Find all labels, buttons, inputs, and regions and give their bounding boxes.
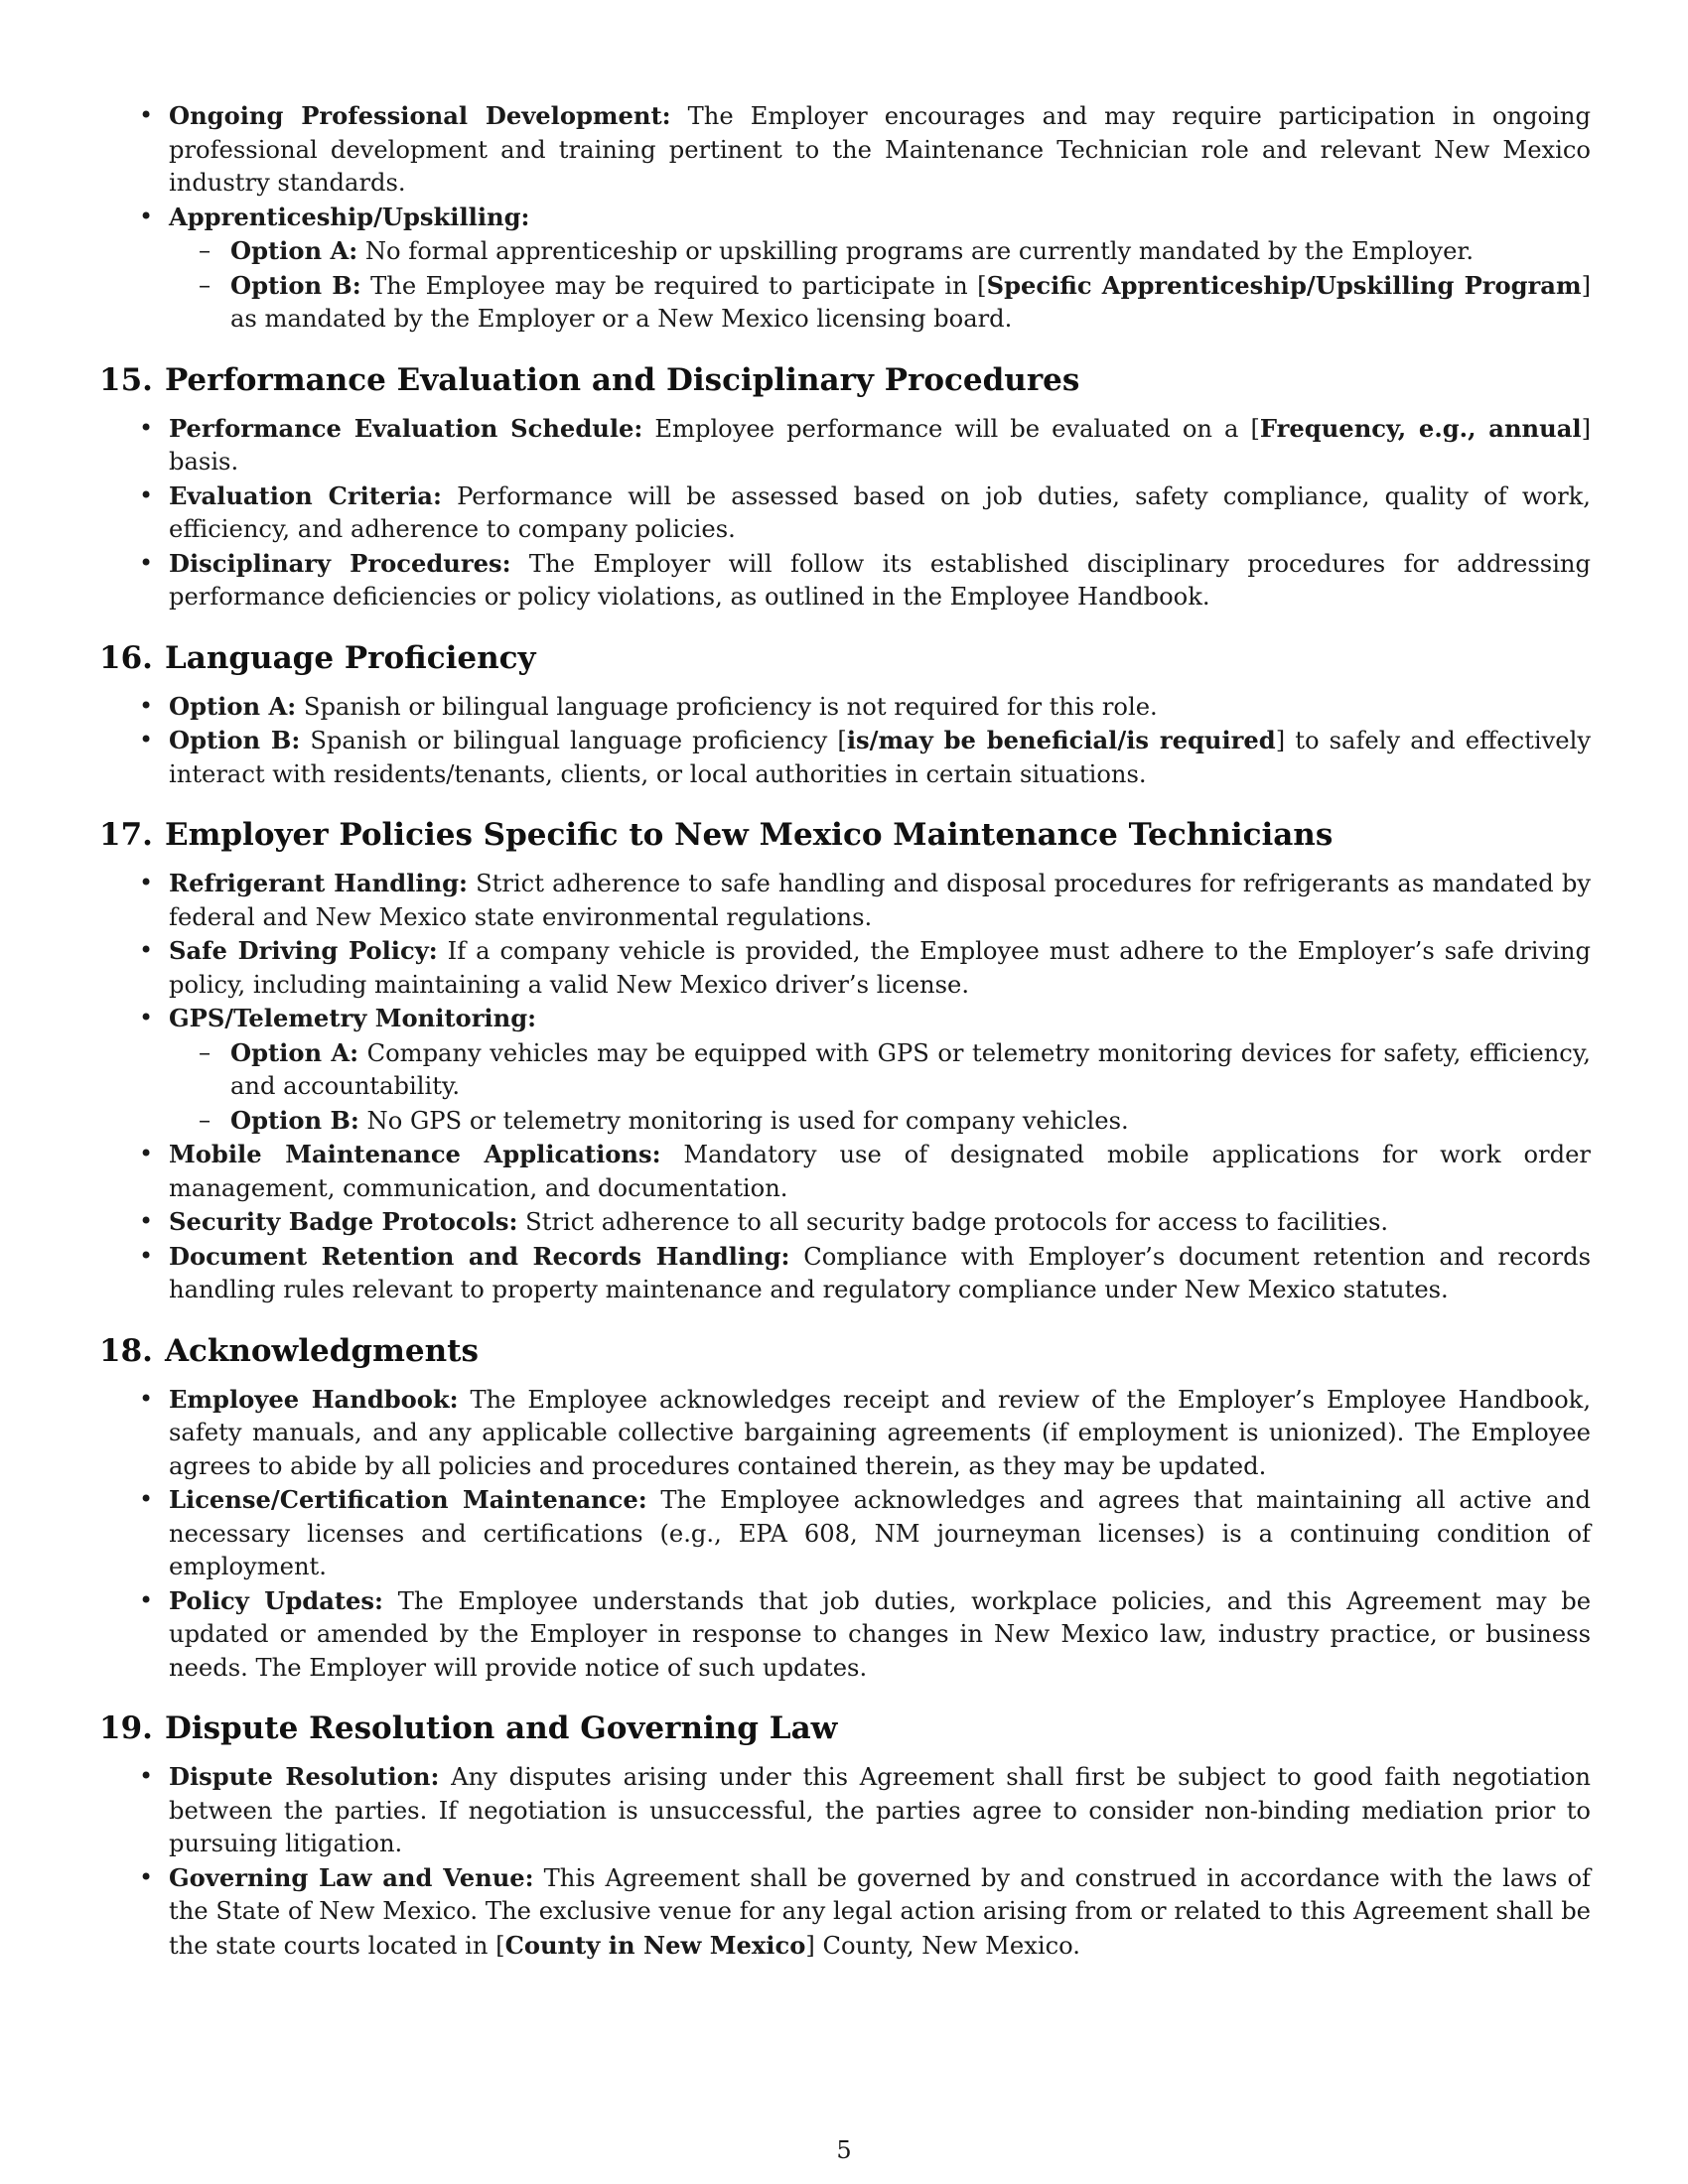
list-item-evaluation-criteria [99,479,1591,547]
list-item-mobile-apps [99,1138,1591,1205]
section-heading [99,360,1591,400]
item-label: Option B: [169,726,301,754]
item-text: Spanish or bilingual language proficiency [ [300,727,847,754]
item-text: The Employer encourages and may require participation in ongoing professional development and training pertinent to the Maintenance Technician role and relevant New Mexico industry standards. [169,102,1591,197]
section-title: Language Proficiency [164,639,536,676]
sub-list [169,1036,1591,1139]
section-number: 18. [99,1332,153,1369]
item-label: Option A: [169,691,297,721]
list-item-gps-monitoring [99,1002,1591,1138]
item-text: The Employee understands that job duties, workplace policies, and this Agreement may be updated or amended by the Employer in response to changes in New Mexico law, industry practice, or business needs. The Employer will provide notice of such updates. [169,1586,1592,1682]
list-item-policy-updates [99,1584,1591,1686]
section-16 [99,638,1591,792]
item-label: Document Retention and Records Handling: [169,1241,790,1271]
item-label: Employee Handbook: [169,1384,459,1414]
section-19 [99,1708,1591,1963]
item-label: License/Certification Maintenance: [169,1485,647,1514]
section-title: Performance Evaluation and Disciplinary Procedures [164,361,1080,398]
list-item-license-maintenance [99,1483,1591,1584]
item-text: If a company vehicle is provided, the Employee must adhere to the Employer’s safe driving policy, including maintaining a valid New Mexico driver’s license. [169,937,1591,999]
option-text: No GPS or telemetry monitoring is used for company vehicles. [358,1106,1129,1135]
item-text-end: ] County, New Mexico. [805,1931,1080,1960]
section-heading [99,1708,1591,1748]
sub-item-option-b [169,269,1591,337]
item-text-end: ] to safely and effectively interact with residents/tenants, clients, or local authorities in certain situations. [169,727,1591,788]
sub-list [169,234,1591,337]
section-15 [99,360,1591,614]
item-text: Mandatory use of designated mobile applications for work order management, communication, and documentation. [169,1141,1591,1202]
option-label: Option A: [230,236,358,265]
item-text: The Employee acknowledges receipt and review of the Employer’s Employee Handbook, safety manuals, and any applicable collective bargaining agreements (if employment is unionized). The Employee agrees to abide by all policies and procedures contained therein, as they may be updated. [169,1385,1592,1480]
item-label: Refrigerant Handling: [169,869,468,897]
bullet-list [99,1760,1591,1963]
section-title: Acknowledgments [164,1332,479,1369]
option-label: Option B: [230,270,361,300]
bullet-list [99,412,1591,614]
list-item-governing-law [99,1861,1591,1964]
section-number: 16. [99,639,153,676]
section-heading [99,638,1591,678]
option-text: Company vehicles may be equipped with GPS or telemetry monitoring devices for safety, efficiency, and accountability. [230,1038,1591,1100]
list-item-security-badge [99,1205,1591,1240]
item-label: Governing Law and Venue: [169,1862,534,1892]
item-text: The Employee acknowledges and agrees that maintaining all active and necessary licenses and certifications (e.g., EPA 608, NM journeyman licenses) is a continuing condition of employment. [169,1486,1591,1580]
list-item-evaluation-schedule [99,412,1591,479]
sub-item-option-b [169,1104,1591,1139]
item-text: Any disputes arising under this Agreement shall first be subject to good faith negotiation between the parties. If negotiation is unsuccessful, the parties agree to consider non-binding mediation prior to pursuing litigation. [169,1763,1591,1857]
list-item-apprenticeship [99,201,1591,337]
item-text: Performance will be assessed based on job duties, safety compliance, quality of work, efficiency, and adherence to company policies. [169,481,1591,543]
section-title: Employer Policies Specific to New Mexico Maintenance Technicians [164,817,1334,853]
section-heading [99,815,1591,855]
item-label: Performance Evaluation Schedule: [169,413,643,443]
bullet-list [99,867,1591,1307]
bullet-list [99,99,1591,337]
fill-in-blank: is/may be beneficial/is required [846,726,1276,754]
item-label: Apprenticeship/Upskilling: [169,202,530,231]
item-text: Employee performance will be evaluated on a [ [642,414,1260,443]
option-label: Option B: [230,1105,359,1135]
item-text-end: ] basis. [169,414,1591,476]
page-number: 5 [836,2136,852,2164]
section-17 [99,815,1591,1307]
item-label: Dispute Resolution: [169,1762,440,1791]
item-label: Security Badge Protocols: [169,1207,518,1236]
fill-in-blank: Frequency, e.g., annual [1259,413,1582,443]
document-page [99,99,1591,1963]
item-label: Mobile Maintenance Applications: [169,1140,661,1168]
list-item-disciplinary-procedures [99,547,1591,614]
list-item-option-a [99,690,1591,725]
option-text: No formal apprenticeship or upskilling programs are currently mandated by the Employer. [357,237,1475,265]
section-number: 17. [99,817,153,853]
section-heading [99,1331,1591,1371]
item-text: Strict adherence to all security badge protocols for access to facilities. [517,1208,1389,1236]
item-label: Ongoing Professional Development: [169,101,671,130]
item-text: This Agreement shall be governed by and construed in accordance with the laws of the State of New Mexico. The exclusive venue for any legal action arising from or related to this Agreement shall be the state courts located in [ [169,1863,1591,1960]
option-label: Option A: [230,1037,359,1067]
item-text: Strict adherence to safe handling and disposal procedures for refrigerants as mandated by federal and New Mexico state environmental regulations. [169,870,1591,931]
list-item-refrigerant-handling [99,867,1591,934]
list-item-safe-driving [99,934,1591,1002]
list-item-employee-handbook [99,1383,1591,1484]
section-14-continued [99,99,1591,337]
section-number: 19. [99,1710,153,1746]
bullet-list [99,1383,1591,1686]
item-label: Safe Driving Policy: [169,936,438,965]
list-item-dispute-resolution [99,1760,1591,1861]
item-text: Spanish or bilingual language proficiency is not required for this role. [296,692,1158,721]
item-label: Evaluation Criteria: [169,480,442,510]
fill-in-blank: Specific Apprenticeship/Upskilling Program [986,270,1582,300]
item-label: Disciplinary Procedures: [169,548,511,578]
section-number: 15. [99,361,153,398]
list-item-option-b [99,724,1591,791]
sub-item-option-a [169,234,1591,269]
section-18 [99,1331,1591,1686]
item-label: GPS/Telemetry Monitoring: [169,1004,537,1032]
item-text: Compliance with Employer’s document retention and records handling rules relevant to property maintenance and regulatory compliance under New Mexico statutes. [169,1242,1591,1303]
item-text: The Employer will follow its established disciplinary procedures for addressing performance deficiencies or policy violations, as outlined in the Employee Handbook. [169,549,1591,611]
sub-item-option-a [169,1036,1591,1104]
item-label: Policy Updates: [169,1585,383,1615]
option-text-end: ] as mandated by the Employer or a New Mexico licensing board. [230,271,1591,333]
list-item-document-retention [99,1240,1591,1307]
bullet-list [99,690,1591,792]
option-text: The Employee may be required to participate in [ [360,271,987,300]
fill-in-blank: County in New Mexico [504,1930,806,1960]
section-title: Dispute Resolution and Governing Law [164,1710,838,1746]
list-item-professional-development [99,99,1591,201]
